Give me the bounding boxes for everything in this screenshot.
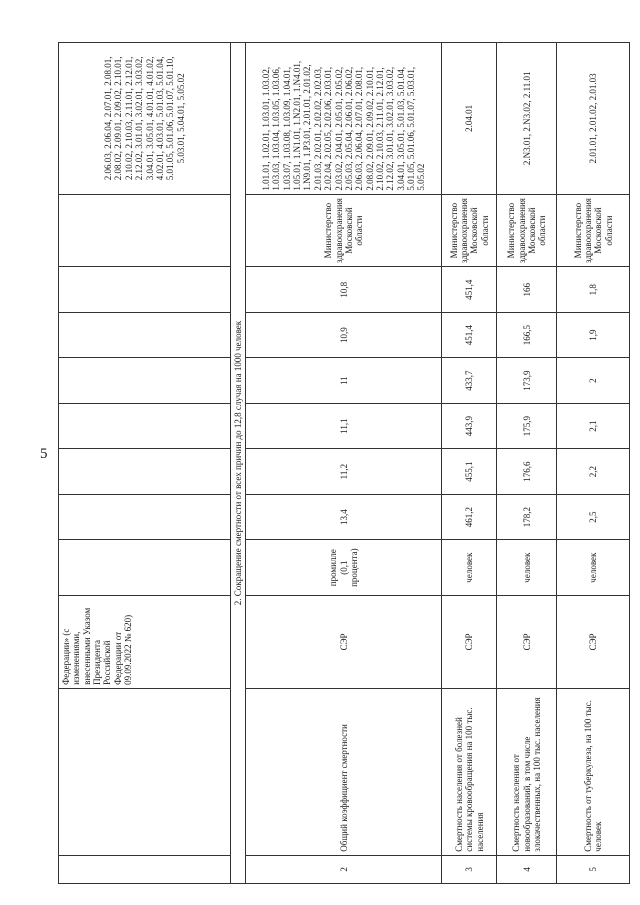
cell-value: 10,8 — [246, 267, 442, 312]
cell-value: 2,2 — [557, 449, 630, 494]
cell-num: 3 — [442, 855, 497, 883]
cell-activities: 2.N3.01, 2.N3.02, 2.11.01 — [497, 43, 557, 195]
cell-name: Общий коэффициент смертности — [246, 688, 442, 855]
cell-name-continued: Федерации» (с изменениями, внесенными Указом Президента Российской Федерации от 09.09.2022 № 620) — [59, 595, 231, 688]
cell-value — [59, 358, 231, 403]
cell-value: 173,9 — [497, 358, 557, 403]
rotated-table-container — [58, 42, 628, 884]
indicators-table — [58, 42, 630, 884]
cell-value — [59, 403, 231, 448]
table-row — [557, 43, 630, 884]
cell-activities: 2.04.01 — [442, 43, 497, 195]
cell-value: 455,1 — [442, 449, 497, 494]
cell-value: 451,4 — [442, 312, 497, 357]
cell-name: Смертность населения от новообразований, в том числе злокачественных, на 100 тыс. населения — [497, 688, 557, 855]
cell-activities: 2.01.01, 2.01.02, 2.01.03 — [557, 43, 630, 195]
cell-num: 5 — [557, 855, 630, 883]
cell-unit: промилле (0,1 процента) — [246, 540, 442, 596]
cell-value: 443,9 — [442, 403, 497, 448]
cell-responsible: Министерство здравоохранения Московской области — [246, 194, 442, 267]
cell-value: 1,8 — [557, 267, 630, 312]
cell-value: 13,4 — [246, 494, 442, 539]
table-row — [497, 43, 557, 884]
cell-value: 11 — [246, 358, 442, 403]
cell-value: 10,9 — [246, 312, 442, 357]
cell-type: СЭР — [497, 595, 557, 688]
cell-name: Смертность населения от болезней системы кровообращения на 100 тыс. населения — [442, 688, 497, 855]
cell-responsible: Министерство здравоохранения Московской области — [497, 194, 557, 267]
cell-activities: 2.06.03, 2.06.04, 2.07.01, 2.08.01, 2.08.02, 2.09.01, 2.09.02, 2.10.01, 2.10.02, 2.10.03, 2.11.01, 2.12.01, 2.12.02, 3.01.01, 3.02.01, 3.03.02, 3.04.01, 3.05.01, 4.01.01, 4.01.02, 4.02.01, 4.03.01, 5.01.03, 5.01.04, 5.01.05, 5.01.06, 5.01.07, 5.01.10, 5.03.01, 5.04.01, 5.05.02 — [59, 43, 231, 195]
cell-value — [59, 449, 231, 494]
cell-num: 2 — [246, 855, 442, 883]
cell-responsible: Министерство здравоохранения Московской области — [442, 194, 497, 267]
cell-value: 176,6 — [497, 449, 557, 494]
cell-value: 178,2 — [497, 494, 557, 539]
cell-value: 461,2 — [442, 494, 497, 539]
cell-value — [59, 312, 231, 357]
cell-responsible — [59, 194, 231, 267]
cell-type: СЭР — [557, 595, 630, 688]
cell-value: 166 — [497, 267, 557, 312]
cell-value: 175,9 — [497, 403, 557, 448]
cell-name — [59, 688, 231, 855]
section-title: 2. Сокращение смертности от всех причин до 12,8 случая на 1000 человек — [231, 43, 246, 884]
cell-value: 1,9 — [557, 312, 630, 357]
cell-type: СЭР — [442, 595, 497, 688]
cell-unit — [59, 540, 231, 596]
cell-value — [59, 267, 231, 312]
page-number: 5 — [40, 446, 48, 462]
cell-unit: человек — [557, 540, 630, 596]
cell-value: 451,4 — [442, 267, 497, 312]
cell-name: Смертность от туберкулеза, на 100 тыс. человек — [557, 688, 630, 855]
cell-value: 166,5 — [497, 312, 557, 357]
cell-value: 2,5 — [557, 494, 630, 539]
cell-value: 11,1 — [246, 403, 442, 448]
cell-unit: человек — [497, 540, 557, 596]
cell-num — [59, 855, 231, 883]
table-row — [59, 43, 231, 884]
cell-responsible: Министерство здравоохранения Московской области — [557, 194, 630, 267]
cell-value: 433,7 — [442, 358, 497, 403]
table-row — [246, 43, 442, 884]
cell-activities: 1.01.01, 1.02.01, 1.03.01, 1.03.02, 1.03.03, 1.03.04, 1.03.05, 1.03.06, 1.03.07, 1.03.08, 1.03.09, 1.04.01, 1.05.01, 1.N1.01, 1.N2.01, 1.N4.01, 1.N9.01, 1.P3.01, 2.01.01, 2.01.02, 2.01.03, 2.02.01, 2.02.02, 2.02.03, 2.02.04, 2.02.05, 2.02.06, 2.03.01, 2.03.02, 2.04.01, 2.05.01, 2.05.02, 2.05.03, 2.05.04, 2.06.01, 2.06.02, 2.06.03, 2.06.04, 2.07.01, 2.08.01, 2.08.02, 2.09.01, 2.09.02, 2.10.01, 2.10.02, 2.10.03, 2.11.01, 2.12.01, 2.12.02, 3.01.01, 3.02.01, 3.03.02, 3.04.01, 3.05.01, 5.01.03, 5.01.04, 5.01.05, 5.01.06, 5.01.07, 5.03.01, 5.05.02 — [246, 43, 442, 195]
cell-value: 2 — [557, 358, 630, 403]
cell-num: 4 — [497, 855, 557, 883]
table-row — [442, 43, 497, 884]
cell-unit: человек — [442, 540, 497, 596]
cell-value: 2,1 — [557, 403, 630, 448]
cell-type: СЭР — [246, 595, 442, 688]
cell-value — [59, 494, 231, 539]
section-row — [231, 43, 246, 884]
cell-value: 11,2 — [246, 449, 442, 494]
